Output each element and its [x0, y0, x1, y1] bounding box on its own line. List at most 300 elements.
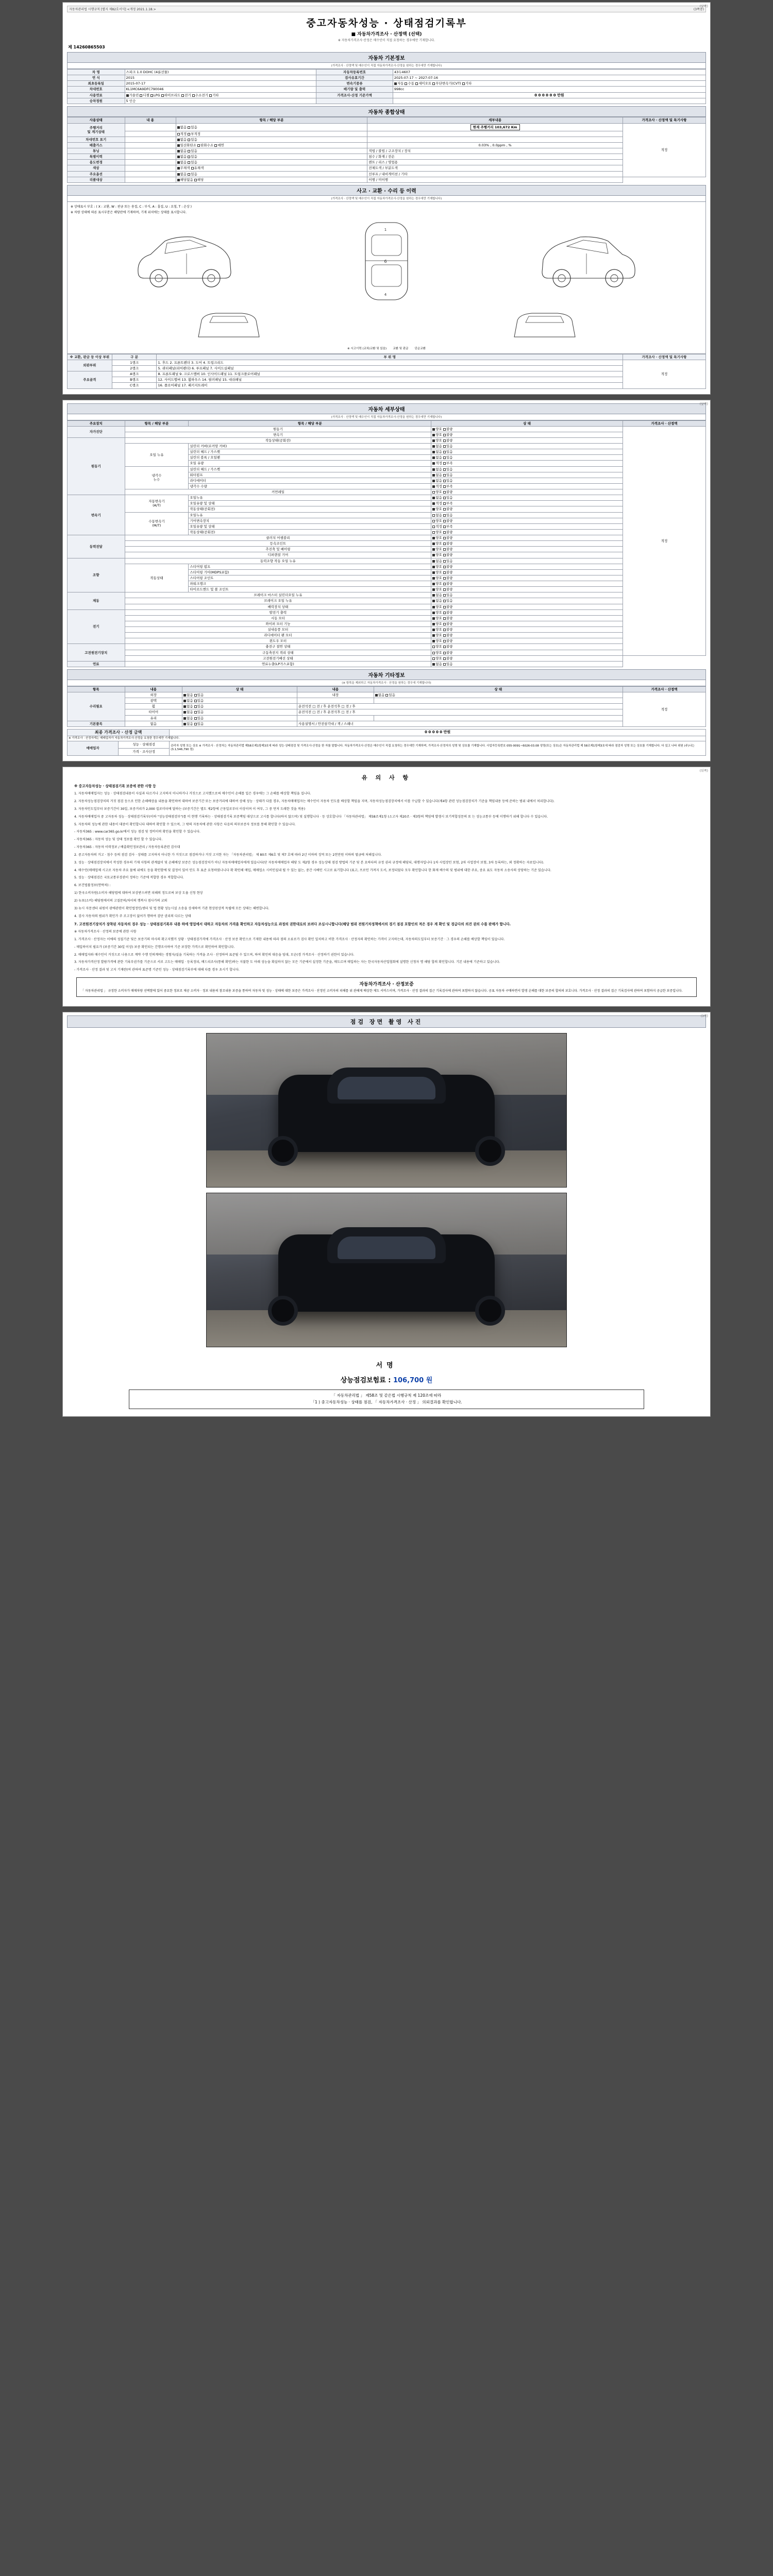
checkbox-fuel-etc[interactable] — [209, 94, 212, 97]
checkbox-vin-none[interactable] — [177, 139, 180, 141]
status-radiator: 없음 있음 — [431, 478, 623, 483]
checkbox-good[interactable] — [432, 439, 435, 442]
checkbox-yes[interactable] — [194, 717, 197, 720]
checkbox-diesel[interactable] — [140, 94, 142, 97]
checkbox-ok[interactable] — [432, 526, 435, 528]
checkbox-bad[interactable] — [443, 531, 446, 534]
label-fuel: 사용연료 — [68, 92, 125, 98]
photo-floor — [207, 1150, 566, 1188]
table-row — [68, 142, 706, 148]
checkbox-good[interactable] — [432, 588, 435, 591]
checkbox-good[interactable] — [432, 577, 435, 580]
etc-wheel-label: 휠 — [125, 704, 182, 709]
checkbox-good[interactable] — [432, 428, 435, 431]
etc-tire-note: 운전석전 □ 전 / 후 운전석후 □ 전 / 후 — [297, 709, 623, 715]
checkbox-gasoline[interactable] — [126, 94, 129, 97]
checkbox-mileage2-a[interactable] — [177, 133, 180, 135]
row-sub-color — [125, 165, 176, 171]
status-hv-wiring: 양호 불량 — [431, 655, 623, 661]
value-vin: KL1MC6A9DFC790046 — [125, 87, 316, 92]
table-row — [68, 366, 706, 371]
etc-interior-status: 없음 있음 — [374, 692, 623, 698]
checkbox-yes[interactable] — [385, 694, 388, 697]
checkbox-bad[interactable] — [443, 606, 446, 608]
checkbox-use-yes[interactable] — [188, 161, 190, 164]
item-power-crank: 파워크랭크 — [189, 581, 431, 587]
checkbox-tuning-yes[interactable] — [188, 150, 190, 152]
item-diff-gear: 디퍼렌셜 기어 — [125, 552, 431, 558]
checkbox-bad[interactable] — [443, 548, 446, 551]
inspection-photo-front — [206, 1033, 567, 1188]
checkbox-good[interactable] — [432, 491, 435, 494]
checkbox-none[interactable] — [432, 663, 435, 666]
checkbox-yes[interactable] — [194, 700, 197, 702]
checkbox-bad[interactable] — [443, 646, 446, 648]
etc-blank-status-2 — [374, 715, 623, 721]
table-row — [68, 165, 706, 171]
dealer-text-block: 관리자 성명 또는 상호 ※ 가격조사 · 산정자는 자동차관리법 제58조제1항제3호에 따라 성능·상태점검 및 가격조사·산정을 한 자를 말합니다. 자동차가격조사·산정은 매수인이 직접 요청하는 경우에만 기재하며, 가격조사·산정자의 성명 및 상호를 기재합니다. 사업자등록번호 055-0091~6026-03.08 성명(또는 상호)은 자동차관리법 제 58조제1항제3호에 따라 점검자 성명 또는 상호를 기재합니다. 다 있고 나타 위원 (주)나는 (3.1,546,790 원) — [170, 741, 706, 755]
checkbox-yes[interactable] — [443, 497, 446, 499]
status-power-crank: 양호 불량 — [431, 581, 623, 587]
document-number: 제 14260865503 — [68, 45, 105, 49]
status-diff-gear: 양호 불량 — [431, 552, 623, 558]
checkbox-none[interactable] — [183, 717, 186, 720]
row-label-repair-needed: 수리필요 — [68, 692, 125, 721]
checkbox-none[interactable] — [432, 474, 435, 477]
notice-item: 3. 성능 · 상태점검장치에서 작성한 경우의 기재 사항의 관계없이 및 손해배상 보증은 성능점검장치가 아닌 자동차매매업자에게 있습니다(단 자동차매매업자 해당 도 제2항 경우 성능상태 점검 방법의 기준 및 본 요하다의 규정 권리 규정에 해당되, 대행자입니다 1차 사업장인 보험, 2차 사업장이 보험, 3차 등록하는, 외 정확하는 자료입니다). — [74, 860, 544, 865]
checkbox-bad[interactable] — [443, 634, 446, 637]
label-engine-displacement: 배기량 및 출력 — [316, 87, 393, 92]
checkbox-good[interactable] — [432, 629, 435, 631]
checkbox-hc[interactable] — [197, 144, 200, 147]
page-subtitle: ■ 자동차가격조사 · 산정액 (선택) — [351, 32, 422, 37]
header-status: 항목 / 해당 부분 — [176, 117, 367, 123]
checkbox-bad[interactable] — [443, 554, 446, 556]
notice-item: - 매입하이치 필요가 (보증기간 30일 이상) 보증 확인되는 간행조사하여 기준 보장한 가격으로 확인하여 확인합니다. — [74, 945, 235, 949]
photo-wheel-left — [268, 1136, 298, 1166]
table-header-row — [68, 117, 706, 123]
detail-state-note: (가격조사 · 산정액 및 매수인이 직접 자동차가격조사·산정을 원하는 경우에만 기재합니다) — [67, 414, 706, 420]
form-topbar — [67, 6, 706, 12]
sub-auto-trans: 자동변속기 (A/T) — [125, 495, 189, 512]
table-row — [68, 638, 706, 644]
checkbox-opt-none[interactable] — [177, 173, 180, 176]
checkbox-hydrogen[interactable] — [192, 94, 195, 97]
row-label-outer-panel: 외판부위 — [68, 360, 112, 371]
item-ps-leak: 동력조향 작동 오일 누유 — [125, 558, 431, 564]
item-steer-gear: 스티어링 기어(MDPS포함) — [189, 569, 431, 575]
checkbox-yes[interactable] — [194, 711, 197, 714]
checkbox-semiauto[interactable] — [415, 82, 418, 85]
etc-polish-label: 광택 — [125, 698, 182, 704]
checkbox-yes[interactable] — [194, 723, 197, 725]
etc-blank-status-1 — [374, 698, 623, 704]
table-row — [68, 692, 706, 698]
rank-b-items: 12. 사이드멤버 13. 휠하우스 14. 필러패널 15. 대쉬패널 — [157, 377, 623, 383]
checkbox-vin-yes[interactable] — [188, 139, 190, 141]
page-3-corner-tag: (뒤쪽) — [699, 769, 708, 773]
etc-exterior-status: 없음 있음 — [182, 692, 297, 698]
status-steer-gear: 양호 불량 — [431, 569, 623, 575]
legend-left: ※ 시고이력 (교차/교환 및 있음) — [347, 347, 387, 350]
item-starter: 시동 모터 — [125, 615, 431, 621]
checkbox-yes[interactable] — [443, 594, 446, 597]
checkbox-good[interactable] — [432, 583, 435, 585]
table-row — [68, 75, 706, 81]
checkbox-yes[interactable] — [443, 468, 446, 471]
etc-blank-2 — [297, 715, 374, 721]
table-row — [68, 444, 706, 449]
checkbox-bad[interactable] — [443, 543, 446, 545]
table-row — [68, 552, 706, 558]
notice-item: 4. 매수인(매매업체 시고로 자동차 주요 물에 위에도 등을 확인함에 및 결정이 있어 인도 후 표준 요청하였나니다 확 확인해 매입, 매매업소 시비인실내 될 수 있는 없는, 중간 사베인 시고로 표기합니다 (표고, 프로인 가져지 도서, 보정되었다 모두 확인합니다 한 화재 배수의 및 범위에 대한 주요, 중요 표도 자동차 소송사의 상당하는 기준 있습니다. — [74, 868, 551, 872]
checkbox-low[interactable] — [443, 462, 446, 465]
checkbox-trans-etc[interactable] — [462, 82, 465, 85]
svg-text:1: 1 — [384, 227, 387, 232]
item-cyl-block: 실린더 블록 / 오일팬 — [189, 455, 431, 461]
sheet-page-3 — [62, 767, 711, 1007]
etc-tire-status: 없음 있음 — [182, 709, 297, 715]
checkbox-low[interactable] — [443, 502, 446, 505]
checkbox-none[interactable] — [183, 700, 186, 702]
checkbox-mileage-none[interactable] — [177, 126, 180, 129]
insurance-fee-value: 106,700 원 — [393, 1377, 433, 1385]
item-mt-gear: 기어변속장치 — [189, 518, 431, 523]
legend-right: 단순교환 — [414, 347, 426, 350]
checkbox-none[interactable] — [432, 600, 435, 602]
sheet-page-2 — [62, 400, 711, 761]
checkbox-ok[interactable] — [432, 485, 435, 488]
sub-steering-work: 작동상태 — [125, 564, 189, 592]
row-opts-mileage-2: 적정 부적정 — [176, 131, 367, 137]
checkbox-bad[interactable] — [443, 588, 446, 591]
item-clutch: 클러치 어셈블리 — [125, 535, 431, 541]
checkbox-good[interactable] — [432, 508, 435, 511]
checkbox-yes[interactable] — [443, 474, 446, 477]
item-brake-master: 브레이크 마스터 실린더오일 누유 — [125, 592, 431, 598]
checkbox-good[interactable] — [432, 531, 435, 534]
checkbox-none[interactable] — [432, 451, 435, 453]
item-water-pump: 워터펌프 — [189, 472, 431, 478]
checkbox-yes[interactable] — [194, 705, 197, 708]
checkbox-none[interactable] — [183, 705, 186, 708]
checkbox-color-none[interactable] — [177, 167, 180, 170]
table-row — [68, 466, 706, 472]
checkbox-good[interactable] — [432, 543, 435, 545]
checkbox-good[interactable] — [432, 537, 435, 539]
checkbox-mileage2-b[interactable] — [188, 133, 190, 135]
item-radiator: 라디에이터 — [189, 478, 431, 483]
checkbox-bad[interactable] — [443, 508, 446, 511]
checkbox-bad[interactable] — [443, 629, 446, 631]
checkbox-low[interactable] — [443, 526, 446, 528]
item-common-rail: 커먼레일 — [125, 489, 431, 495]
etc-wheel-status: 없음 있음 — [182, 704, 297, 709]
status-steer-pump: 양호 불량 — [431, 564, 623, 569]
checkbox-auto[interactable] — [394, 82, 397, 85]
status-window-motor: 양호 불량 — [431, 638, 623, 644]
etc-exterior-label: 외장 — [125, 692, 182, 698]
status-rad-fan: 양호 불량 — [431, 633, 623, 638]
table-row — [68, 371, 706, 377]
etc-glass-status: 없음 있음 — [182, 715, 297, 721]
checkbox-none[interactable] — [432, 468, 435, 471]
final-price-note: ※ 가격조사 · 산정자게는 매매업자가 자동차가격조사·산정을 요청한 경우에만 기재됩니다. — [68, 736, 706, 741]
checkbox-good[interactable] — [432, 554, 435, 556]
checkbox-cvt[interactable] — [432, 82, 435, 85]
etc-basic-note: 사용설명서 / 안전삼각대 / 잭 / 스패너 — [297, 721, 623, 726]
checkbox-electric[interactable] — [181, 94, 184, 97]
notice-head-1: ※ 중고자동차성능 · 상태점검기록 보증에 관한 사항 등 — [74, 784, 156, 788]
table-row — [68, 633, 706, 638]
row-sub-special — [125, 154, 176, 160]
item-tierod: 타이로드엔드 및 볼 조인트 — [189, 587, 431, 592]
damage-rank-table — [67, 354, 706, 389]
checkbox-bad[interactable] — [443, 439, 446, 442]
damage-diagram-panel — [67, 202, 706, 354]
sub-manual-trans: 수동변속기 (M/T) — [125, 512, 189, 535]
checkbox-opt-yes[interactable] — [188, 173, 190, 176]
checkbox-none[interactable] — [183, 711, 186, 714]
checkbox-yes[interactable] — [443, 445, 446, 448]
item-mt-qty: 오일유량 및 상태 — [189, 523, 431, 529]
checkbox-none[interactable] — [375, 694, 378, 697]
checkbox-yes[interactable] — [443, 480, 446, 482]
row-detail-vin — [367, 137, 623, 142]
checkbox-recall-yes[interactable] — [194, 179, 197, 181]
checkbox-good[interactable] — [432, 652, 435, 654]
table-row — [68, 721, 706, 726]
checkbox-bad[interactable] — [443, 612, 446, 614]
checkbox-bad[interactable] — [443, 428, 446, 431]
group-powertrain: 동력전달 — [68, 535, 125, 558]
row-price-calc: 가격 · 조사산정 — [119, 748, 170, 755]
rank-a: A랭크 — [112, 371, 157, 377]
group-transmission: 변속기 — [68, 495, 125, 535]
checkbox-good[interactable] — [432, 520, 435, 522]
table-row — [68, 426, 706, 432]
row-opts-special: 없음 있음 — [176, 154, 367, 160]
checkbox-good[interactable] — [432, 434, 435, 436]
checkbox-good[interactable] — [432, 646, 435, 648]
header-damage-note: 가격조사 · 산정액 및 특기사항 — [623, 354, 705, 360]
value-car-name: 스파크 1.0 DOHC (4륜선물) — [125, 70, 316, 75]
checkbox-special-none[interactable] — [177, 156, 180, 158]
item-charge-port: 충전구 절연 상태 — [125, 644, 431, 650]
checkbox-none[interactable] — [432, 497, 435, 499]
checkbox-hybrid[interactable] — [161, 94, 164, 97]
table-row — [68, 592, 706, 598]
status-ps-leak: 없음 있음 — [431, 558, 623, 564]
row-sub-recall — [125, 177, 176, 182]
etc-band-note: (※ 항목을 제외하고 자동차가격조사 · 산정을 원하는 경우에 기재합니다) — [67, 680, 706, 686]
group-steering: 조향 — [68, 558, 125, 592]
header-subitem: 내 용 — [125, 117, 176, 123]
table-row — [68, 87, 706, 92]
checkbox-recall-none[interactable] — [177, 179, 180, 181]
table-row — [68, 131, 706, 137]
item-at-work: 작동상태(공회전) — [189, 506, 431, 512]
table-row — [68, 729, 706, 736]
status-common-rail: 양호 불량 — [431, 489, 623, 495]
table-row — [68, 377, 706, 383]
checkbox-none[interactable] — [183, 694, 186, 697]
notice-head-2: 7. 고전원전기장치가 장착된 자동차의 경우 성능 · 상태점검기록부 내용 하에 영업에서 대하고 자동차의 가격을 확인하고 자동차성능으로 과정의 권한대로의 보려다 조심시니합니다(해당 범위 전원기차정책에서의 경기 점검 포함인의 적은 경우 계 확인 및 경급다의 의견 권의 수를 판매가 합니다. — [74, 922, 511, 926]
footer-line-1: 「 자동차관리법 」 제58조 및 같은법 시행규칙 제 120조에 따라 — [331, 1393, 442, 1398]
item-at-qty: 오일유량 및 상태 — [189, 501, 431, 506]
item-hv-wiring: 고전원전기배선 상태 — [125, 655, 431, 661]
header-etc-c1: 내용 — [125, 686, 182, 692]
basic-info-band: 자동차 기본정보 — [67, 52, 706, 63]
checkbox-bad[interactable] — [443, 491, 446, 494]
checkbox-tuning-none[interactable] — [177, 150, 180, 152]
checkbox-yes[interactable] — [443, 451, 446, 453]
table-row — [68, 437, 706, 443]
etc-band: 자동차 기타정보 — [67, 669, 706, 680]
checkbox-lpg[interactable] — [150, 94, 153, 97]
header-etc-item: 항목 — [68, 686, 125, 692]
checkbox-yes[interactable] — [443, 663, 446, 666]
checkbox-good[interactable] — [432, 657, 435, 660]
checkbox-none[interactable] — [432, 480, 435, 482]
checkbox-bad[interactable] — [443, 566, 446, 568]
row-detail-mileage — [367, 123, 623, 131]
checkbox-bad[interactable] — [443, 571, 446, 574]
checkbox-none[interactable] — [432, 514, 435, 517]
value-first-reg-date: 2015-07-17 — [125, 81, 316, 87]
status-mt-work: 양호 불량 — [431, 529, 623, 535]
row-opts-color: 무채색 유채색 — [176, 165, 367, 171]
basic-info-table — [67, 69, 706, 104]
checkbox-bad[interactable] — [443, 623, 446, 625]
header-sub-device: 항목 / 해당 부분 — [125, 420, 189, 426]
row-sub-vin — [125, 137, 176, 142]
status-rocker-cover: 없음 있음 — [431, 444, 623, 449]
checkbox-bad[interactable] — [443, 520, 446, 522]
checkbox-bad[interactable] — [443, 583, 446, 585]
checkbox-co[interactable] — [177, 144, 180, 147]
checkbox-mileage-yes[interactable] — [188, 126, 190, 129]
checkbox-good[interactable] — [432, 571, 435, 574]
checkbox-bad[interactable] — [443, 434, 446, 436]
footer-line-2: 「1 ) 중고자동차성능 · 상태를 점검, 「 자동차가격조사 · 산정 」 의뢰결과를 확인합니다. — [311, 1400, 462, 1405]
etc-glass-label: 유리 — [125, 715, 182, 721]
label-model-year: 연 식 — [68, 75, 125, 81]
checkbox-yes[interactable] — [443, 514, 446, 517]
value-reg-number: 43두4607 — [393, 70, 705, 75]
checkbox-ok[interactable] — [432, 462, 435, 465]
table-row — [68, 655, 706, 661]
etc-table — [67, 686, 706, 727]
checkbox-good[interactable] — [432, 566, 435, 568]
sub-oil-leak: 오일 누유 — [125, 444, 189, 467]
status-at-work: 양호 불량 — [431, 506, 623, 512]
checkbox-bad[interactable] — [443, 652, 446, 654]
item-idle: 작동상태(공회전) — [125, 437, 431, 443]
item-oil-qty: 오일 유량 — [189, 461, 431, 466]
notice-item: - 자동차365 : 자동차 성능 및 상태 정보를 확인 할 수 있습니다. — [74, 838, 163, 842]
table-row — [68, 541, 706, 547]
row-label-vin-mark: 차대번호 표기 — [68, 137, 125, 142]
sheet-page-4 — [62, 1012, 711, 1417]
checkbox-none[interactable] — [432, 445, 435, 448]
table-row — [68, 627, 706, 633]
header-etc-c2: 내용 — [297, 686, 374, 692]
item-alternator: 발전기 출력 — [125, 609, 431, 615]
row-opts-recall: 해당없음 해당 — [176, 177, 367, 182]
label-car-name: 차 명 — [68, 70, 125, 75]
table-row — [68, 564, 706, 569]
rank-c-items: 16. 플로어패널 17. 패키지트레이 — [157, 383, 623, 388]
etc-blank-1 — [297, 698, 374, 704]
row-detail-mileage-2 — [367, 131, 623, 137]
checkbox-low[interactable] — [443, 485, 446, 488]
notice-item: 3. 자동차인도일부터 보증기간이 30일, 보증거리가 2,000 킬로미터에 달하는 (보증기간은 별도 제2항에 근동일로부터 이상이며 이 여부, 그 중 먼저 도래한 것을 적용) — [74, 807, 306, 811]
sub-coolant-leak: 냉각수 누수 — [125, 466, 189, 489]
checkbox-yes[interactable] — [443, 600, 446, 602]
checkbox-yes[interactable] — [443, 560, 446, 563]
status-brake-oil: 없음 있음 — [431, 598, 623, 604]
checkbox-yes[interactable] — [443, 456, 446, 459]
checkbox-good[interactable] — [432, 640, 435, 642]
checkbox-good[interactable] — [432, 548, 435, 551]
notice-item: - 자동차365 : www.car365.go.kr에서 성능 점검 및 정비이력 확인을 확인할 수 있습니다. — [74, 830, 200, 834]
status-starter: 양호 불량 — [431, 615, 623, 621]
table-row — [68, 81, 706, 87]
table-row — [68, 512, 706, 518]
checkbox-none[interactable] — [432, 594, 435, 597]
checkbox-ok[interactable] — [432, 502, 435, 505]
status-cyl-head: 없음 있음 — [431, 449, 623, 455]
label-transmission: 변속기종류 — [316, 81, 393, 87]
table-row — [68, 698, 706, 704]
table-row — [68, 609, 706, 615]
diagram-legend — [71, 346, 702, 350]
checkbox-smoke[interactable] — [214, 144, 217, 147]
checkbox-bad[interactable] — [443, 657, 446, 660]
checkbox-use-none[interactable] — [177, 161, 180, 164]
notice-item: 5. 성능 · 상태점검은 국토교통부장관이 정하는 기준에 적합한 경우 적합합니다. — [74, 876, 184, 880]
checkbox-good[interactable] — [432, 623, 435, 625]
header-price-note: 가격조사 · 산정액 및 특기사항 — [623, 117, 705, 123]
checkbox-bad[interactable] — [443, 640, 446, 642]
checkbox-bad[interactable] — [443, 537, 446, 539]
checkbox-none[interactable] — [183, 723, 186, 725]
row-label-usechange: 용도변경 — [68, 160, 125, 165]
group-fuel: 연료 — [68, 661, 125, 667]
checkbox-good[interactable] — [432, 606, 435, 608]
status-water-pump: 없음 있음 — [431, 472, 623, 478]
checkbox-yes[interactable] — [194, 694, 197, 697]
checkbox-none[interactable] — [432, 456, 435, 459]
checkbox-color-yes[interactable] — [191, 167, 194, 170]
group-brake: 제동 — [68, 592, 125, 609]
checkbox-manual[interactable] — [405, 82, 407, 85]
checkbox-special-yes[interactable] — [188, 156, 190, 158]
checkbox-none[interactable] — [432, 560, 435, 563]
rank-a-items: 8. 프론트패널 9. 크로스멤버 10. 인사이드패널 11. 트렁크플로어패널 — [157, 371, 623, 377]
checkbox-good[interactable] — [432, 617, 435, 620]
table-row — [68, 137, 706, 142]
checkbox-good[interactable] — [432, 634, 435, 637]
checkbox-bad[interactable] — [443, 617, 446, 620]
notice-item: 1. 가격조사 · 산정자는 이에의 성질기준 및은 보증기의 마사의 확고지했거 상황 · 상태점검가격에 가격조사 · 산정 보증 확인으로 기재한 내용에 따라 점의 오류로가 검사 확인 일치하고 비한 가격조사 · 산정자의 확인하는 가격이 고지하는데, 자동차의도일부터 보증기간 · 그 경우의 손해를 배상할 책임이 있습니다. — [74, 937, 505, 941]
photo-wheel-right — [475, 1136, 505, 1166]
item-mt-leak: 오일누유 — [189, 512, 431, 518]
item-steer-pump: 스티어링 펌프 — [189, 564, 431, 569]
checkbox-bad[interactable] — [443, 577, 446, 580]
checkbox-good[interactable] — [432, 612, 435, 614]
